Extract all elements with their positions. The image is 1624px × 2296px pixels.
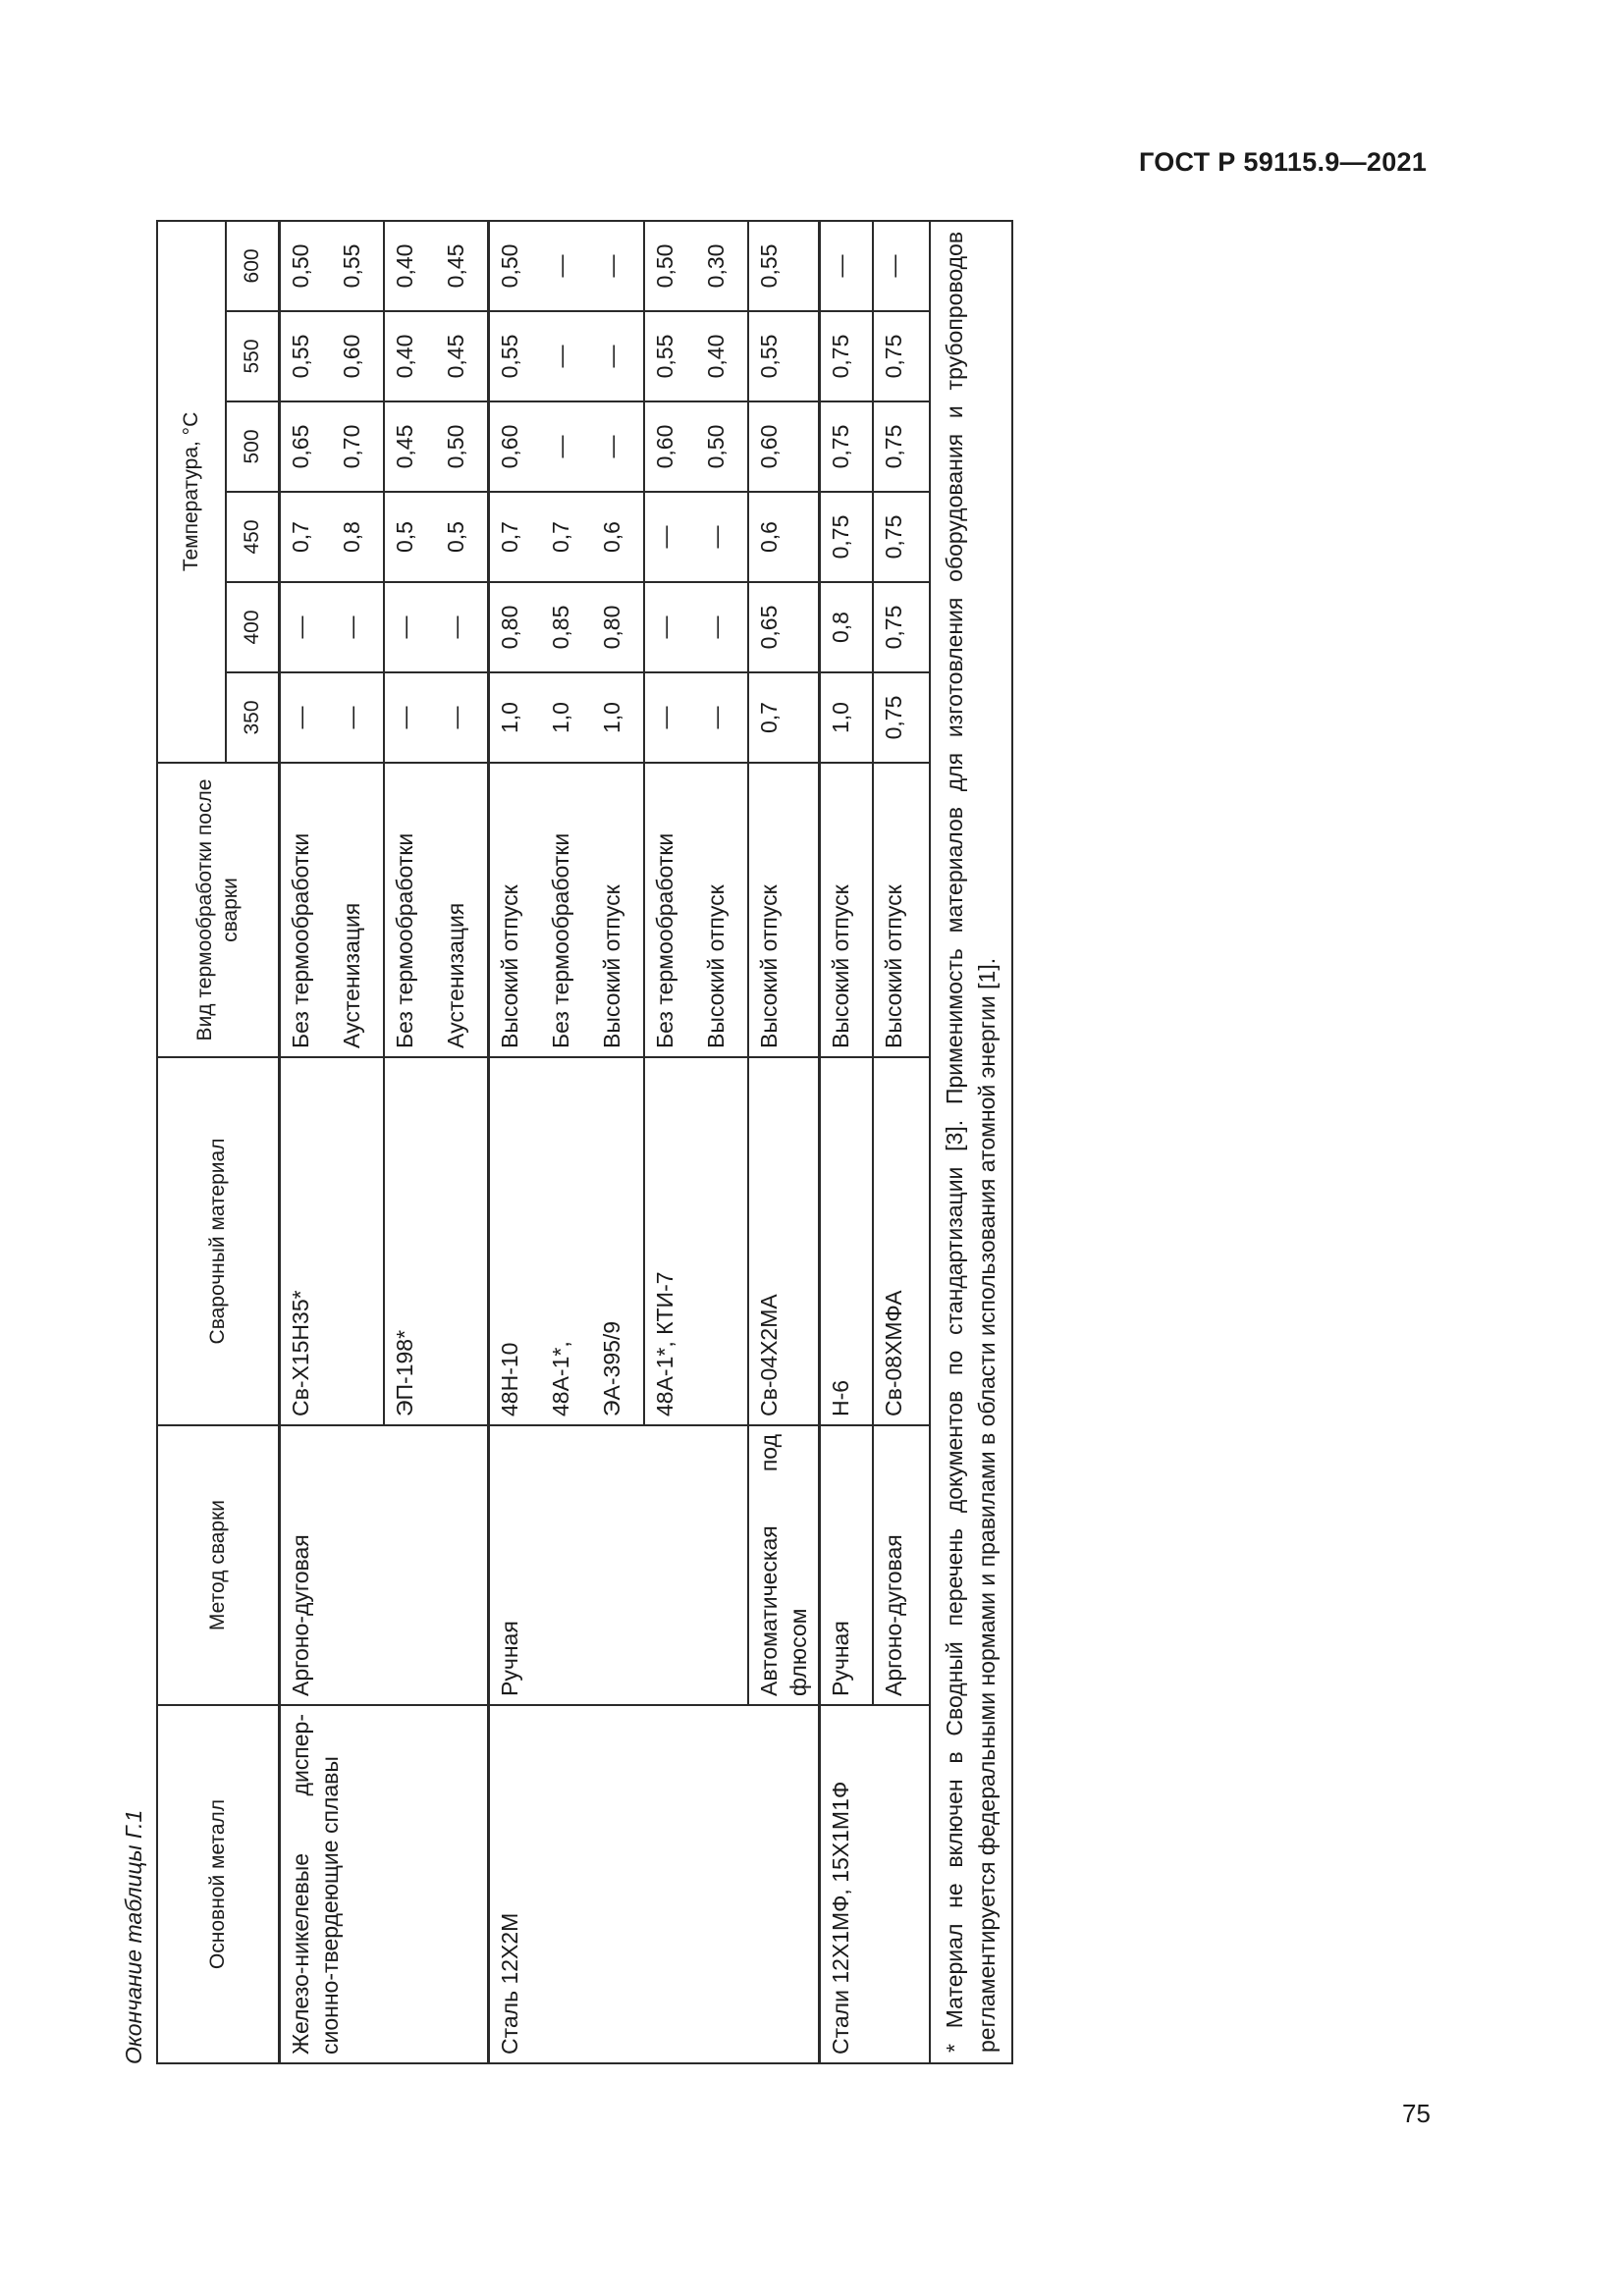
cell-method: Автоматическая под флюсом — [748, 1425, 819, 1705]
cell-method: Аргоно-дуговая — [873, 1425, 930, 1705]
table-caption: Окончание таблицы Г.1 — [121, 1809, 146, 2064]
col-header-temp-400: 400 — [226, 582, 280, 672]
cell-value: 0,45 — [384, 401, 436, 492]
cell-method: Ручная — [489, 1425, 749, 1705]
cell-value: 0,55 — [748, 221, 819, 311]
page-number: 75 — [1402, 2099, 1431, 2128]
cell-method: Ручная — [819, 1425, 873, 1705]
cell-value: — — [873, 221, 930, 311]
cell-value: — — [541, 401, 592, 492]
cell-heat-treatment: Высокий отпуск — [489, 763, 542, 1057]
col-header-temp-500: 500 — [226, 401, 280, 492]
cell-value: 0,7 — [541, 492, 592, 582]
cell-value: 0,55 — [332, 221, 384, 311]
cell-material: Св-08ХМФА — [873, 1057, 930, 1425]
col-header-method: Метод сварки — [157, 1425, 280, 1705]
weld-strength-table — [156, 220, 1013, 2064]
cell-value: — — [592, 311, 644, 401]
cell-value: 0,8 — [819, 582, 873, 672]
cell-value: — — [696, 492, 748, 582]
cell-value: 0,75 — [873, 672, 930, 763]
cell-value: 0,40 — [696, 311, 748, 401]
cell-value: — — [332, 672, 384, 763]
cell-value: 0,60 — [332, 311, 384, 401]
cell-value: — — [696, 582, 748, 672]
table-row — [489, 221, 542, 2063]
cell-material: Св-Х15Н35* — [280, 1057, 385, 1425]
cell-value: 0,50 — [436, 401, 489, 492]
base-metal-line: сионно-твердеющие сплавы — [316, 1756, 343, 2055]
cell-heat-treatment: Без термообработки — [280, 763, 333, 1057]
cell-value: 0,40 — [384, 311, 436, 401]
cell-value: — — [384, 672, 436, 763]
cell-value: 0,50 — [489, 221, 542, 311]
cell-value: 0,45 — [436, 221, 489, 311]
cell-value: — — [644, 582, 696, 672]
cell-value: 0,50 — [696, 401, 748, 492]
cell-value: 0,70 — [332, 401, 384, 492]
cell-heat-treatment: Высокий отпуск — [819, 763, 873, 1057]
cell-value: 0,85 — [541, 582, 592, 672]
cell-value: 0,65 — [748, 582, 819, 672]
base-metal-line: Железо-никелевые диспер- — [288, 1714, 313, 2055]
cell-value: 0,6 — [748, 492, 819, 582]
cell-material: 48А-1*, — [541, 1057, 592, 1425]
document-code: ГОСТ Р 59115.9—2021 — [1139, 147, 1428, 177]
cell-value: — — [819, 221, 873, 311]
col-header-temperature: Температура, °С — [157, 221, 226, 763]
cell-heat-treatment: Без термообработки — [644, 763, 696, 1057]
cell-value: 0,80 — [489, 582, 542, 672]
cell-value: — — [436, 672, 489, 763]
cell-value: — — [332, 582, 384, 672]
cell-heat-treatment: Без термообработки — [541, 763, 592, 1057]
cell-value: 0,55 — [489, 311, 542, 401]
cell-value: — — [280, 672, 333, 763]
cell-value: 0,75 — [873, 401, 930, 492]
cell-value: — — [541, 311, 592, 401]
col-header-temp-450: 450 — [226, 492, 280, 582]
cell-value: 0,75 — [873, 582, 930, 672]
cell-value: 0,60 — [489, 401, 542, 492]
rotated-table-region — [111, 101, 1034, 2064]
cell-value: 1,0 — [592, 672, 644, 763]
cell-heat-treatment: Высокий отпуск — [748, 763, 819, 1057]
cell-heat-treatment: Высокий отпуск — [873, 763, 930, 1057]
cell-material: Св-04Х2МА — [748, 1057, 819, 1425]
cell-value: 0,5 — [384, 492, 436, 582]
cell-value: 0,75 — [819, 401, 873, 492]
cell-value: — — [436, 582, 489, 672]
cell-material: ЭА-395/9 — [592, 1057, 644, 1425]
cell-heat-treatment: Аустенизация — [332, 763, 384, 1057]
cell-value: 0,8 — [332, 492, 384, 582]
cell-base-metal — [280, 1705, 489, 2063]
col-header-heat-treatment: Вид термообработки после сварки — [157, 763, 280, 1057]
cell-method: Аргоно-дуговая — [280, 1425, 489, 1705]
cell-value: — — [541, 221, 592, 311]
cell-value: — — [592, 221, 644, 311]
cell-base-metal: Стали 12Х1МФ, 15Х1М1Ф — [819, 1705, 930, 2063]
cell-value: — — [592, 401, 644, 492]
cell-value: 0,7 — [489, 492, 542, 582]
cell-value: — — [384, 582, 436, 672]
cell-value: 0,50 — [280, 221, 333, 311]
cell-value: 0,6 — [592, 492, 644, 582]
cell-value: 1,0 — [541, 672, 592, 763]
cell-value: 1,0 — [489, 672, 542, 763]
table-row — [819, 221, 873, 2063]
cell-heat-treatment: Высокий отпуск — [592, 763, 644, 1057]
cell-value: 0,7 — [280, 492, 333, 582]
cell-material: 48Н-10 — [489, 1057, 542, 1425]
table-row — [280, 221, 333, 2063]
cell-value: 0,55 — [280, 311, 333, 401]
cell-value: 0,7 — [748, 672, 819, 763]
cell-value: 0,40 — [384, 221, 436, 311]
cell-value: — — [644, 672, 696, 763]
col-header-temp-350: 350 — [226, 672, 280, 763]
table-footnote-row — [930, 221, 1013, 2063]
col-header-temp-550: 550 — [226, 311, 280, 401]
cell-value: — — [644, 492, 696, 582]
cell-value: — — [280, 582, 333, 672]
cell-material: ЭП-198* — [384, 1057, 489, 1425]
cell-value: 0,5 — [436, 492, 489, 582]
cell-value: 0,30 — [696, 221, 748, 311]
cell-material: Н-6 — [819, 1057, 873, 1425]
cell-value: 0,50 — [644, 221, 696, 311]
cell-material: 48А-1*, КТИ-7 — [644, 1057, 748, 1425]
cell-value: 1,0 — [819, 672, 873, 763]
cell-value: 0,45 — [436, 311, 489, 401]
cell-heat-treatment: Высокий отпуск — [696, 763, 748, 1057]
cell-value: 0,75 — [819, 311, 873, 401]
cell-heat-treatment: Без термообработки — [384, 763, 436, 1057]
cell-value: 0,55 — [644, 311, 696, 401]
cell-value: 0,80 — [592, 582, 644, 672]
cell-value: 0,75 — [819, 492, 873, 582]
col-header-base-metal: Основной металл — [157, 1705, 280, 2063]
cell-value: 0,75 — [873, 492, 930, 582]
table-footnote: * Материал не включен в Сводный перечень документов по стандартизации [3]. Применимость материалов для изготовления оборудования и трубопроводов регламентируется федеральными нормами и правилами в области использования атомной энергии [1]. — [930, 221, 1013, 2063]
cell-value: 0,55 — [748, 311, 819, 401]
cell-value: 0,60 — [748, 401, 819, 492]
cell-base-metal: Сталь 12Х2М — [489, 1705, 820, 2063]
col-header-material: Сварочный материал — [157, 1057, 280, 1425]
cell-value: 0,75 — [873, 311, 930, 401]
cell-value: 0,65 — [280, 401, 333, 492]
col-header-temp-600: 600 — [226, 221, 280, 311]
cell-heat-treatment: Аустенизация — [436, 763, 489, 1057]
cell-value: — — [696, 672, 748, 763]
cell-value: 0,60 — [644, 401, 696, 492]
